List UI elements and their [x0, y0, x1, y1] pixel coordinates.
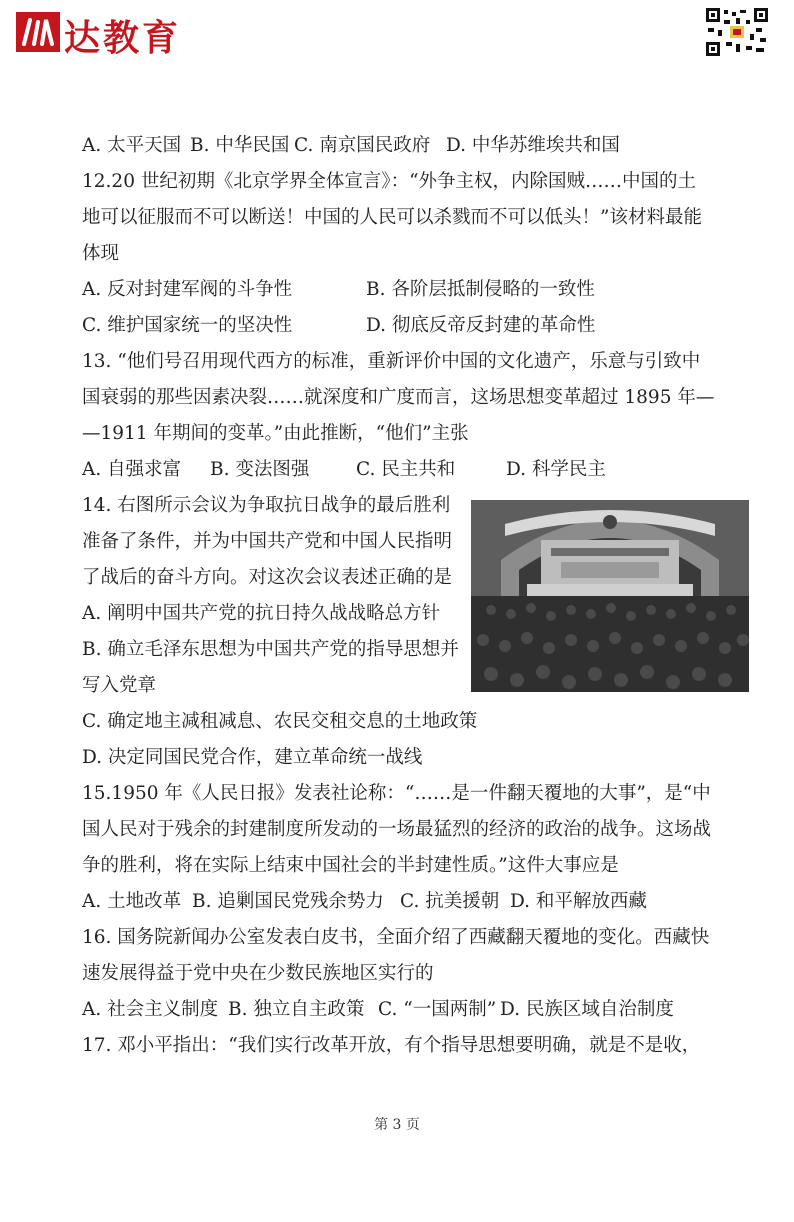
q17-stem-line1: 17. 邓小平指出：“我们实行改革开放，有个指导思想要明确，就是不是收，	[82, 1035, 701, 1056]
q12-stem-line1: 12.20 世纪初期《北京学界全体宣言》：“外争主权，内除国贼……中国的土	[82, 171, 697, 192]
q15-option-d: D. 和平解放西藏	[510, 891, 647, 912]
q16-option-d: D. 民族区域自治制度	[500, 999, 674, 1020]
q15-option-c: C. 抗美援朝	[400, 891, 500, 912]
q14-option-a: A. 阐明中国共产党的抗日持久战战略总方针	[82, 603, 441, 624]
q15-stem-line2: 国人民对于残余的封建制度所发动的一场最猛烈的经济的政治的战争。这场战	[82, 819, 712, 840]
q12-option-a: A. 反对封建军阀的斗争性	[82, 279, 293, 300]
q12-option-d: D. 彻底反帝反封建的革命性	[366, 315, 596, 336]
q14-option-b-line2: 写入党章	[82, 675, 157, 696]
brand-logo-text: 达教育	[64, 18, 182, 59]
q13-stem-line2: 国衰弱的那些因素决裂……就深度和广度而言，这场思想变革超过 1895 年—	[82, 387, 715, 408]
q14-option-d: D. 决定同国民党合作，建立革命统一战线	[82, 747, 423, 768]
q15-stem-line3: 争的胜利，将在实际上结束中国社会的半封建性质。”这件大事应是	[82, 855, 619, 876]
q12-option-c: C. 维护国家统一的坚决性	[82, 315, 293, 336]
q13-stem-line3: —1911 年期间的变革。”由此推断，“他们”主张	[82, 423, 469, 444]
q11-option-c: C. 南京国民政府	[294, 135, 431, 156]
brand-logo-icon	[16, 12, 60, 52]
q15-option-a: A. 土地改革	[82, 891, 182, 912]
q16-stem-line2: 速发展得益于党中央在少数民族地区实行的	[82, 963, 434, 984]
q13-option-c: C. 民主共和	[356, 459, 456, 480]
q12-stem-line3: 体现	[82, 243, 120, 264]
q13-option-b: B. 变法图强	[210, 459, 310, 480]
q12-stem-line2: 地可以征服而不可以断送！中国的人民可以杀戮而不可以低头！”该材料最能	[82, 207, 702, 228]
q16-option-c: C. “一国两制”	[378, 999, 497, 1020]
q16-option-a: A. 社会主义制度	[82, 999, 219, 1020]
qr-code-icon	[706, 8, 768, 56]
q11-option-b: B. 中华民国	[190, 135, 290, 156]
page-header	[0, 0, 794, 70]
q15-option-b: B. 追剿国民党残余势力	[192, 891, 384, 912]
meeting-photo	[471, 500, 749, 692]
q14-option-c: C. 确定地主减租减息、农民交租交息的土地政策	[82, 711, 478, 732]
q14-stem-line1: 14. 右图所示会议为争取抗日战争的最后胜利	[82, 495, 451, 516]
q11-option-d: D. 中华苏维埃共和国	[446, 135, 620, 156]
q16-option-b: B. 独立自主政策	[228, 999, 365, 1020]
q13-option-d: D. 科学民主	[506, 459, 606, 480]
q13-option-a: A. 自强求富	[82, 459, 182, 480]
q11-option-a: A. 太平天国	[82, 135, 182, 156]
page-number: 第 3 页	[374, 1117, 420, 1133]
q14-stem-line2: 准备了条件，并为中国共产党和中国人民指明	[82, 531, 453, 552]
q16-stem-line1: 16. 国务院新闻办公室发表白皮书，全面介绍了西藏翻天覆地的变化。西藏快	[82, 927, 710, 948]
q14-option-b-line1: B. 确立毛泽东思想为中国共产党的指导思想并	[82, 639, 459, 660]
q12-option-b: B. 各阶层抵制侵略的一致性	[366, 279, 595, 300]
q15-stem-line1: 15.1950 年《人民日报》发表社论称：“……是一件翻天覆地的大事”，是“中	[82, 783, 711, 804]
q13-stem-line1: 13. “他们号召用现代西方的标准，重新评价中国的文化遗产，乐意与引致中	[82, 351, 701, 372]
q14-stem-line3: 了战后的奋斗方向。对这次会议表述正确的是	[82, 567, 453, 588]
